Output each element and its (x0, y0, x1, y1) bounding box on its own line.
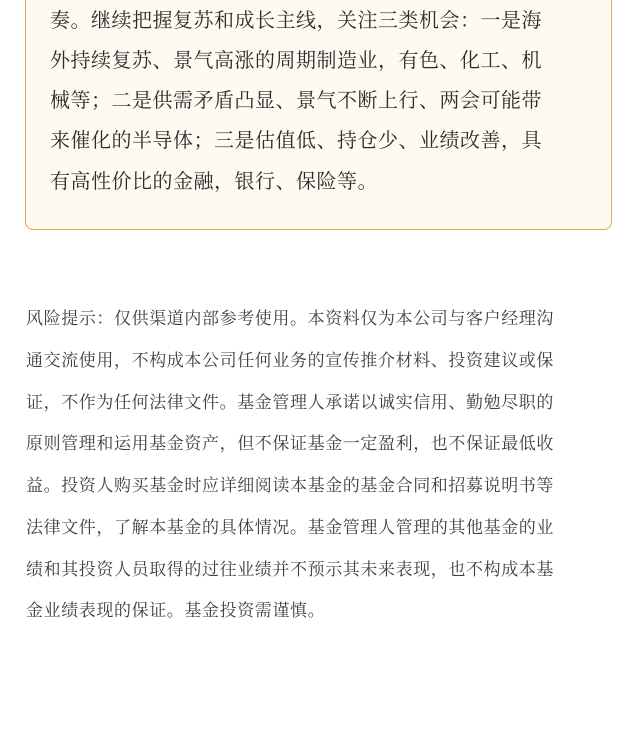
risk-disclaimer-line: 通交流使用，不构成本公司任何业务的宣传推介材料、投资建议或保 (26, 351, 554, 371)
risk-disclaimer-line: 原则管理和运用基金资产，但不保证基金一定盈利，也不保证最低收 (26, 434, 554, 454)
risk-disclaimer-line: 绩和其投资人员取得的过往业绩并不预示其未来表现，也不构成本基 (26, 560, 554, 580)
risk-disclaimer-line: 益。投资人购买基金时应详细阅读本基金的基金合同和招募说明书等 (26, 476, 554, 496)
highlight-text-line: 奏。继续把握复苏和成长主线，关注三类机会：一是海 (50, 8, 542, 32)
highlight-text-line: 有高性价比的金融，银行、保险等。 (50, 169, 378, 193)
highlight-text-line: 械等；二是供需矛盾凸显、景气不断上行、两会可能带 (50, 88, 542, 112)
risk-disclaimer-line: 风险提示：仅供渠道内部参考使用。本资料仅为本公司与客户经理沟 (26, 309, 554, 329)
risk-disclaimer-line: 证，不作为任何法律文件。基金管理人承诺以诚实信用、勤勉尽职的 (26, 393, 554, 413)
risk-disclaimer-line: 法律文件，了解本基金的具体情况。基金管理人管理的其他基金的业 (26, 518, 554, 538)
highlight-text-line: 来催化的半导体；三是估值低、持仓少、业绩改善，具 (50, 128, 542, 152)
risk-disclaimer-line: 金业绩表现的保证。基金投资需谨慎。 (26, 601, 326, 621)
highlight-text-line: 外持续复苏、景气高涨的周期制造业，有色、化工、机 (50, 48, 542, 72)
